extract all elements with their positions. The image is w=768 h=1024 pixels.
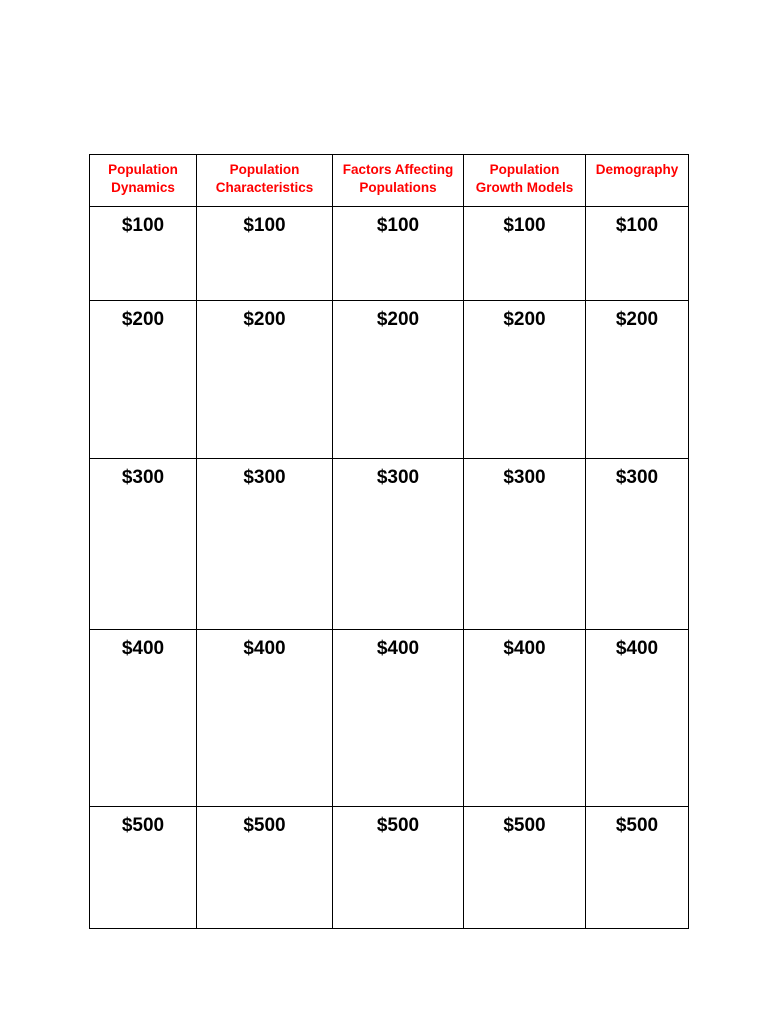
value-cell: $200 [197,301,333,459]
value-row [90,207,689,301]
value-cell: $200 [586,301,689,459]
category-header [90,155,197,207]
category-header [586,155,689,207]
value-cell: $500 [90,807,197,929]
value-cell: $300 [90,459,197,630]
category-header-row [90,155,689,207]
value-cell: $100 [333,207,464,301]
category-label: Factors Affecting Populations [342,162,454,195]
value-cell: $400 [464,630,586,807]
category-label: Population Dynamics [108,162,178,195]
value-cell: $100 [586,207,689,301]
category-label: Population Growth Models [475,162,574,195]
value-cell: $200 [90,301,197,459]
category-header [197,155,333,207]
value-cell: $200 [464,301,586,459]
value-cell: $100 [197,207,333,301]
category-header [333,155,464,207]
value-row [90,630,689,807]
value-cell: $400 [90,630,197,807]
value-cell: $100 [90,207,197,301]
value-cell: $400 [333,630,464,807]
value-cell: $300 [586,459,689,630]
value-row [90,459,689,630]
value-cell: $400 [586,630,689,807]
jeopardy-board [89,154,689,929]
value-cell: $100 [464,207,586,301]
category-header [464,155,586,207]
value-cell: $300 [464,459,586,630]
value-cell: $500 [586,807,689,929]
value-row [90,301,689,459]
category-label: Demography [595,162,679,177]
value-cell: $200 [333,301,464,459]
category-label: Population Characteristics [215,162,314,195]
value-cell: $500 [333,807,464,929]
value-cell: $300 [333,459,464,630]
value-row [90,807,689,929]
value-cell: $400 [197,630,333,807]
value-cell: $500 [197,807,333,929]
value-cell: $500 [464,807,586,929]
value-cell: $300 [197,459,333,630]
